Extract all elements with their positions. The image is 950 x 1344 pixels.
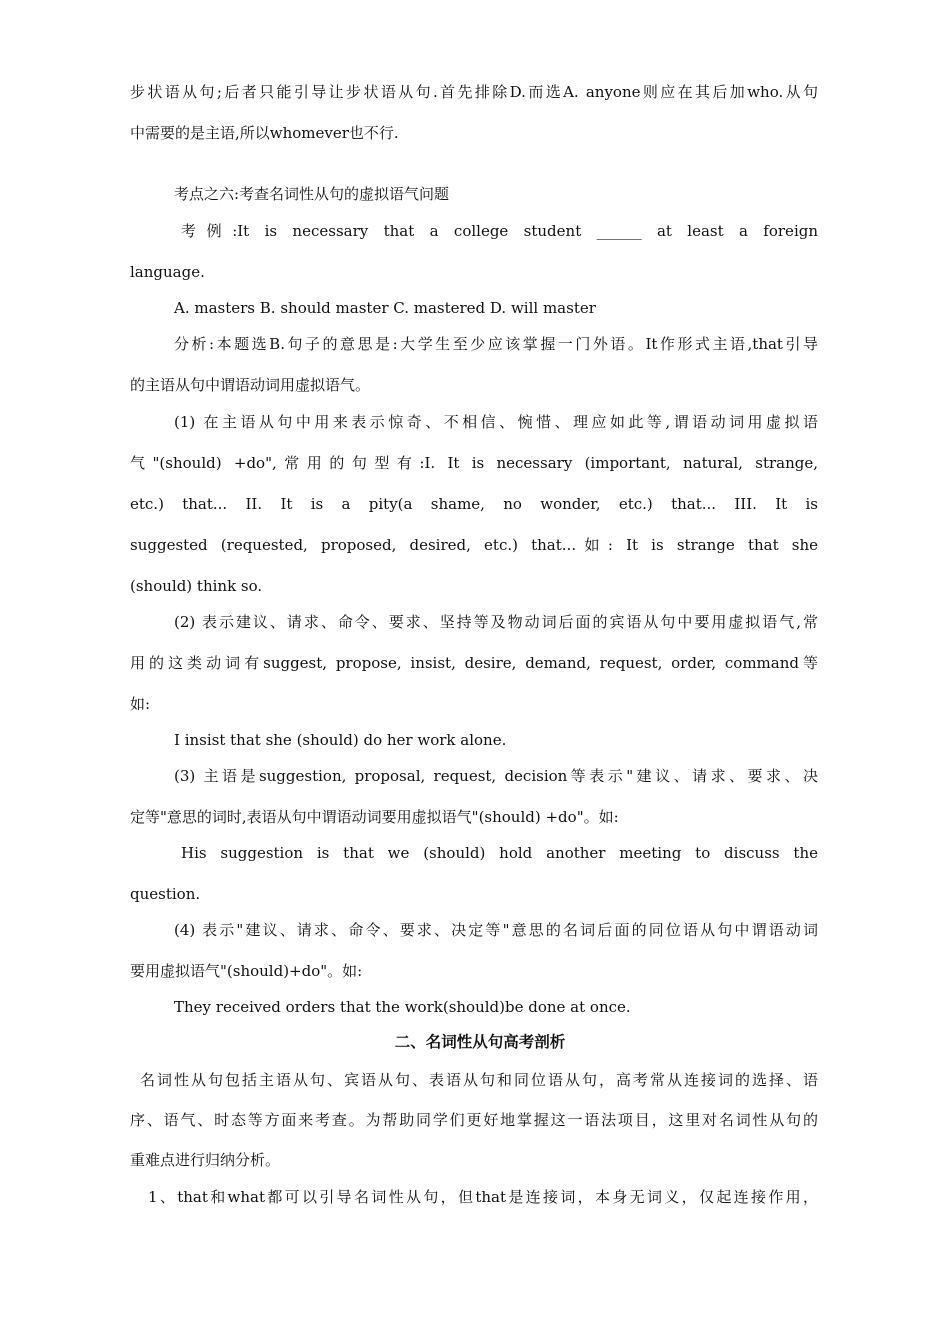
rule-2-line: (2) 表示建议、请求、命令、要求、坚持等及物动词后面的宾语从句中要用虚拟语气,常 [174, 613, 818, 631]
rule-3-line: (3) 主语是suggestion, proposal, request, decision等表示"建议、请求、要求、决 [174, 767, 818, 785]
intro-line: 名词性从句包括主语从句、宾语从句、表语从句和同位语从句，高考常从连接词的选择、语 [140, 1071, 818, 1089]
analysis-line: 分析:本题选B.句子的意思是:大学生至少应该掌握一门外语。It作形式主语,that引导 [174, 335, 818, 353]
example-sentence: I insist that she (should) do her work alone. [174, 731, 507, 749]
point-1-line: 1、that和what都可以引导名词性从句，但that是连接词，本身无词义，仅起连接作用， [148, 1188, 818, 1206]
analysis-line: 的主语从句中谓语动词用虚拟语气。 [130, 376, 371, 394]
rule-4-line: 要用虚拟语气"(should)+do"。如: [130, 962, 363, 980]
rule-2-line: 用的这类动词有suggest, propose, insist, desire, demand, request, order, command等 [130, 654, 818, 672]
answer-options: A. masters B. should master C. mastered D. will master [174, 299, 596, 317]
example-sentence: His suggestion is that we (should) hold another meeting to discuss the [181, 844, 818, 862]
intro-line: 序、语气、时态等方面来考查。为帮助同学们更好地掌握这一语法项目，这里对名词性从句的 [130, 1111, 818, 1129]
paragraph-line: 中需要的是主语,所以whomever也不行. [130, 124, 399, 142]
rule-4-line: (4) 表示"建议、请求、命令、要求、决定等"意思的名词后面的同位语从句中谓语动词 [174, 921, 818, 939]
intro-line: 重难点进行归纳分析。 [130, 1151, 281, 1169]
rule-2-line: 如: [130, 695, 151, 713]
section-title: 考点之六:考查名词性从句的虚拟语气问题 [174, 185, 450, 203]
example-sentence: They received orders that the work(should)be done at once. [174, 998, 631, 1016]
example-sentence: question. [130, 885, 201, 903]
section-heading: 二、名词性从句高考剖析 [394, 1033, 566, 1051]
rule-1-line: suggested (requested, proposed, desired, etc.) that...如: It is strange that she [130, 536, 818, 554]
rule-3-line: 定等"意思的词时,表语从句中谓语动词要用虚拟语气"(should) +do"。如: [130, 808, 619, 826]
rule-1-line: etc.) that... II. It is a pity(a shame, no wonder, etc.) that... III. It is [130, 495, 818, 513]
example-line: language. [130, 263, 205, 281]
rule-1-line: 气"(should) +do",常用的句型有:I. It is necessary (important, natural, strange, [130, 454, 818, 472]
example-line: 考例:It is necessary that a college student ______ at least a foreign [181, 222, 818, 240]
paragraph-line: 步状语从句;后者只能引导让步状语从句.首先排除D.而选A. anyone则应在其后加who.从句 [130, 83, 818, 101]
rule-1-line: (should) think so. [130, 577, 263, 595]
rule-1-line: (1) 在主语从句中用来表示惊奇、不相信、惋惜、理应如此等,谓语动词用虚拟语 [174, 413, 818, 431]
